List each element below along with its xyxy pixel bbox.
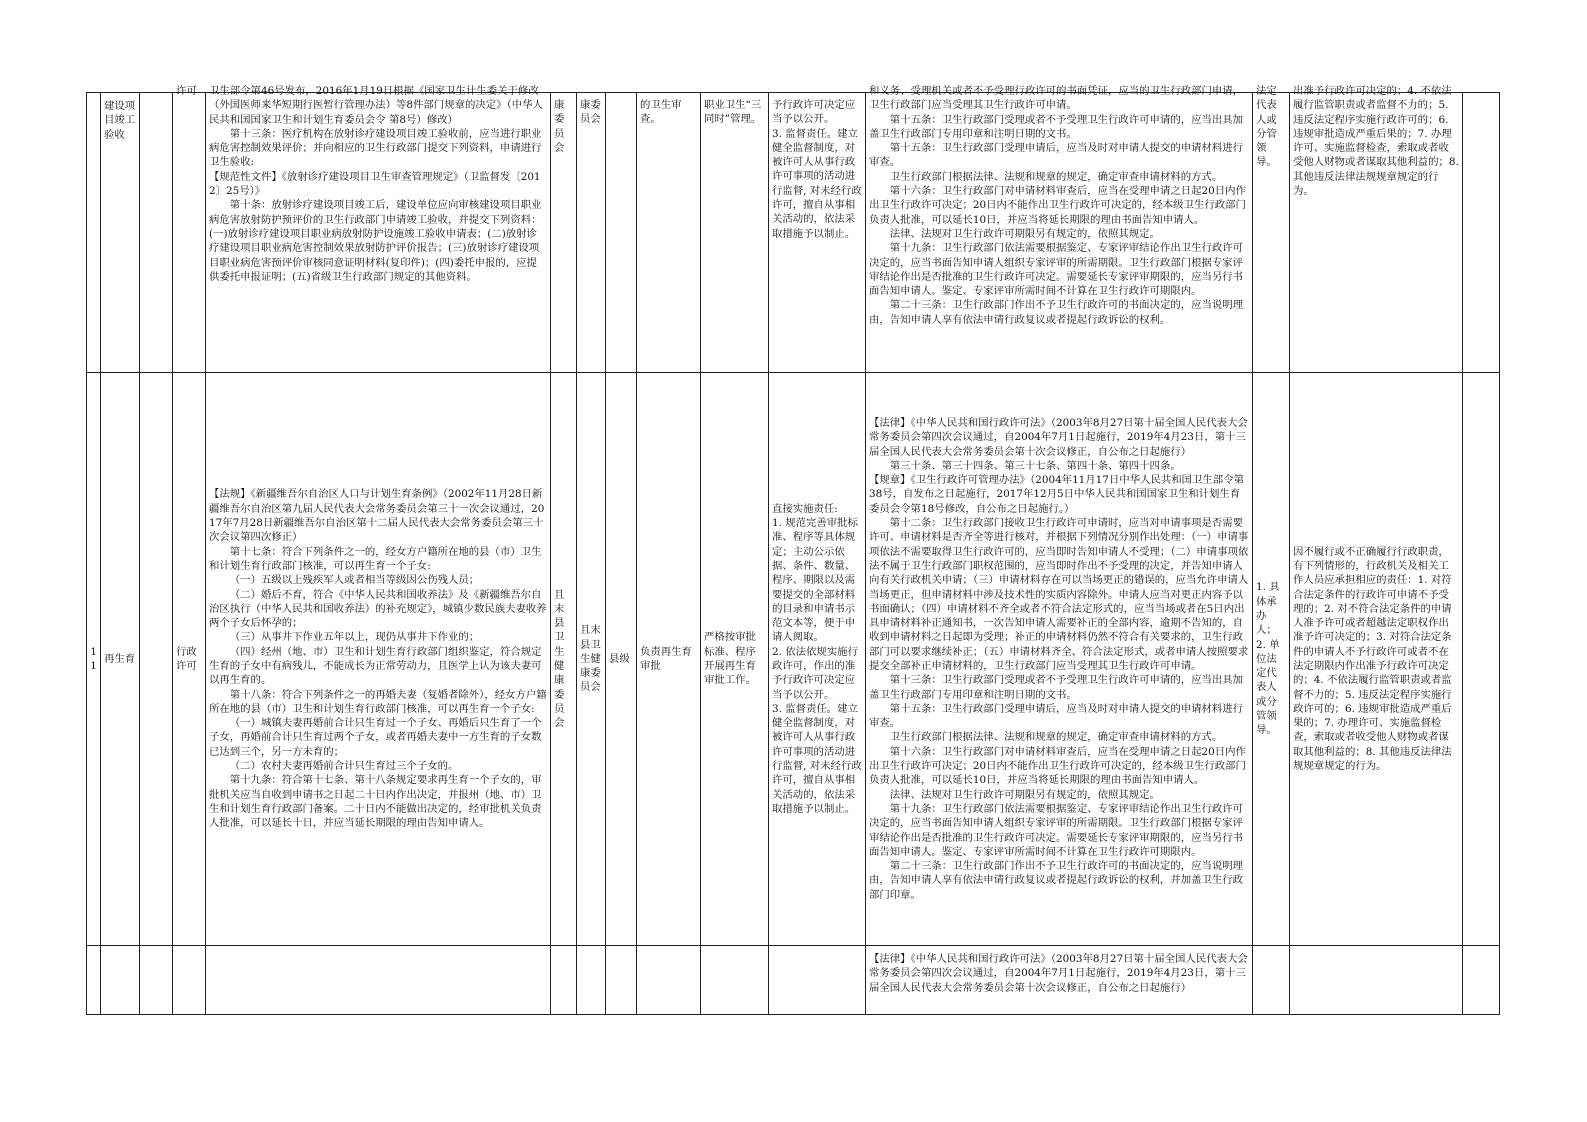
- cell-dept2: [577, 946, 606, 1015]
- dept-2: 且末县卫生健康委员会: [580, 624, 601, 694]
- paragraph: 第十六条：卫生行政部门对申请材料审查后，应当在受理申请之日起20日内作出卫生行政许可决定；20日内不能作出卫生行政许可决定的，经本级卫生行政部门负责人批准，可以延长10日，并应当将延长期限的理由书面告知申请人。: [869, 185, 1246, 226]
- paragraph: 第十八条：符合下列条件之一的再婚夫妻（复婚者除外），经女方户籍所在地的县（市）卫生和计划生育行政部门核准，可以再生育一个子女:: [209, 688, 547, 715]
- cell-remark: [1463, 373, 1500, 946]
- item-category: 行政许可: [176, 645, 197, 672]
- paragraph: 第十九条：卫生行政部门依法需要根据鉴定、专家评审结论作出卫生行政许可决定的，应当书面告知申请人组织专家评审的所需期限。卫生行政部门根据专家评审结论作出是否批准的卫生行政许可决定。需要延长专家评审期限的，应当另行书面告知申请人。鉴定、专家评审所需时间不计算在卫生行政许可期限内。: [869, 802, 1244, 858]
- paragraph: 第十五条：卫生行政部门受理或者不予受理卫生行政许可申请的，应当出具加盖卫生行政部门专用印章和注明日期的文书。: [869, 113, 1244, 140]
- paragraph: 第十五条：卫生行政部门受理申请后，应当及时对申请人提交的申请材料进行审查。: [869, 142, 1244, 169]
- subject-text: 1. 具体承办人；2. 单位法定代表人或分管领导。: [1256, 581, 1280, 737]
- cell-remark: [1463, 946, 1500, 1015]
- dept-1: 康委员会: [554, 99, 565, 154]
- paragraph: 法律、法规对卫生行政许可期限另有规定的，依照其规定。: [889, 788, 1160, 801]
- paragraph: （二）婚后不育，符合《中华人民共和国收养法》及《新疆维吾尔自治区执行（中华人民共和国收养法）的补充规定》，城镇少数民族夫妻收养两个子女后怀孕的；: [209, 588, 547, 630]
- cell-level: [606, 93, 637, 373]
- paragraph: 第十条：放射诊疗建设项目竣工后，建设单位应向审核建设项目职业病危害放射防护预评价的卫生行政部门申请竣工验收，并提交下列资料：(一)放射诊疗建设项目职业病放射防护设施竣工验收申请表；(二)放射诊疗建设项目职业病危害控制效果放射防护评价报告；(三)放射诊疗建设项目职业病危害预评价审核同意证明材料(复印件)；(四)委托申报的，应提供委托申报证明；(五)省级卫生行政部门规定的其他资料。: [209, 199, 542, 283]
- paragraph: 直接实施责任:: [772, 502, 838, 515]
- paragraph: 第十五条：卫生行政部门受理申请后，应当及时对申请人提交的申请材料进行审查。: [869, 702, 1244, 730]
- paragraph: 【法规】《新疆维吾尔自治区人口与计划生育条例》（2002年11月28日新疆维吾尔自治区第九届人民代表大会常务委员会第三十一次会议通过，2017年7月28日新疆维吾尔自治区第十二届人民代表大会常务委员会第三十次会议第四次修正）: [209, 488, 545, 544]
- cell-level: [606, 946, 637, 1015]
- standard-text: 职业卫生“三同时”管理。: [704, 99, 762, 126]
- accountability-text: 因不履行或不正确履行行政职责，有下列情形的，行政机关及相关工作人员应承担相应的责任：1. 对符合法定条件的行政许可申请不予受理的；2. 对不符合法定条件的申请人准予许可或者超越法定职权作出准予许可决定的；3. 对符合法定条件的申请人不予行政许可或者不在法定期限内作出准予行政许可决定的；4. 不依法履行监管职责或者监督不力的；5. 违反法定程序实施行政许可的；6. 违规审批造成严重后果的；7. 办理许可、实施监督检查，索取或者收受他人财物或者谋取其他利益的；8. 其他违反法律法规规章规定的行为。: [1293, 545, 1452, 773]
- paragraph: （四）经州（地、市）卫生和计划生育行政部门组织鉴定，符合规定生育的子女中有病残儿，不能成长为正常劳动力，且医学上认为该夫妻可以再生育的。: [209, 645, 542, 687]
- paragraph: 第三十条、第三十四条、第三十七条、第四十条、第四十四条。: [889, 459, 1181, 472]
- cell-category: [173, 85, 206, 373]
- paragraph: 3. 监督责任。建立健全监督制度，对被许可人从事行政许可事项的活动进行监督, 对未经行政许可，擅自从事相关活动的，依法采取措施予以制止。: [772, 702, 862, 815]
- cell-no: [87, 946, 101, 1015]
- paragraph: 卫生行政部门根据法律、法规和规章的规定，确定审查申请材料的方式。: [889, 731, 1223, 744]
- basis-text: [209, 487, 547, 830]
- standard-text: 严格按审批标准、程序开展再生育审批工作。: [704, 631, 756, 687]
- basis-text: [209, 84, 547, 366]
- cell-legal: [866, 373, 1253, 946]
- cell-empty: [140, 946, 173, 1015]
- paragraph: 和义务、受理机关或者不予受理行政许可的书面凭证，应当的卫生行政部门申请，卫生行政部门应当受理其卫生行政许可申请。: [869, 85, 1244, 112]
- cell-empty: [140, 93, 173, 373]
- item-level: 县级: [609, 652, 630, 665]
- paragraph: 【法律】《中华人民共和国行政许可法》（2003年8月27日第十届全国人民代表大会常务委员会第四次会议通过，自2004年7月1日起施行，2019年4月23日，第十三届全国人民代表大会常务委员会第十次会议修正，自公布之日起施行）: [869, 953, 1248, 994]
- cell-responsibility: [769, 373, 866, 946]
- paragraph: 第十三条：卫生行政部门受理或者不予受理卫生行政许可申请的，应当出具加盖卫生行政部门专用印章和注明日期的文书。: [869, 674, 1244, 701]
- paragraph: 第十六条：卫生行政部门对申请材料审查后，应当在受理申请之日起20日内作出卫生行政许可决定；20日内不能作出卫生行政许可决定的，经本级卫生行政部门负责人批准，可以延长10日，并应当将延长期限的理由书面告知申请人。: [869, 745, 1246, 787]
- paragraph: 法律、法规对卫生行政许可期限另有规定的，依照其规定。: [889, 227, 1160, 240]
- cell-dept1: [551, 93, 577, 373]
- paragraph: 第十七条：符合下列条件之一的，经女方户籍所在地的县（市）卫生和计划生育行政部门核准，可以再生育一个子女:: [209, 545, 542, 572]
- cell-content: [637, 946, 701, 1015]
- cell-basis: [206, 946, 551, 1015]
- cell-legal: [866, 946, 1253, 1015]
- cell-name: [101, 373, 140, 946]
- item-name: 再生育: [104, 652, 136, 665]
- cell-standard: [701, 373, 769, 946]
- responsibility-table: [86, 85, 1500, 1015]
- cell-dept1: [551, 373, 577, 946]
- responsibility-list-sheet: [86, 85, 1499, 1018]
- accountability-text: 出准予行政许可决定的；4. 不依法履行监管职责或者监督不力的；5. 违反法定程序实施行政许可的；6. 违规审批造成严重后果的；7. 办理许可、实施监督检查，索取或者收受他人财物或者谋取其他利益的；8. 其他违反法律法规规章规定的行为。: [1293, 85, 1459, 198]
- responsibility-text: [772, 95, 862, 369]
- paragraph: （三）从事井下作业五年以上，现仍从事井下作业的；: [229, 631, 480, 644]
- paragraph: 第十九条：符合第十七条、第十八条规定要求再生育一个子女的，审批机关应当自收到申请书之日起二十日内作出决定，并报州（地、市）卫生和计划生育行政部门备案。二十日内不能做出决定的，经审批机关负责人批准，可以延长十日，并应当延长期限的理由告知申请人。: [209, 774, 542, 830]
- paragraph: 卫生部令第46号发布，2016年1月19日根据《国家卫生计生委关于修改（外国医师来华短期行医暂行管理办法）等8件部门规章的决定》（中华人民共和国国家卫生和计划生育委员会令 第8号）修改）: [209, 85, 543, 126]
- cell-responsibility: [769, 93, 866, 373]
- cell-empty: [140, 373, 173, 946]
- content-text: 的卫生审查。: [640, 99, 682, 126]
- cell-accountability: [1290, 85, 1463, 373]
- cell-legal: [866, 85, 1253, 373]
- cell-no: [87, 373, 101, 946]
- cell-accountability: [1290, 373, 1463, 946]
- cell-responsibility: [769, 946, 866, 1015]
- paragraph: 第二十三条：卫生行政部门作出不予卫生行政许可的书面决定的，应当说明理由，告知申请人享有依法申请行政复议或者提起行政诉讼的权利，并加盖卫生行政部门印章。: [869, 860, 1244, 901]
- responsibility-text: [772, 502, 862, 817]
- paragraph: 【规范性文件】《放射诊疗建设项目卫生审查管理规定》（卫监督发〔2012〕25号）》: [209, 170, 541, 198]
- item-number: 11: [90, 645, 97, 672]
- cell-content: [637, 93, 701, 373]
- cell-dept1: [551, 946, 577, 1015]
- paragraph: （一）城镇夫妻再婚前合计只生育过一个子女、再婚后只生育了一个子女，再婚前合计只生育过两个子女，或者再婚夫妻中一方生育的子女数已达到三个，另一方未育的；: [209, 717, 542, 758]
- cell-name: [101, 946, 140, 1015]
- table-row-11: [87, 373, 1500, 946]
- paragraph: 2. 依法依规实施行政许可，作出的准予行政许可决定应当予以公开。: [772, 645, 858, 701]
- cell-subject: [1253, 85, 1290, 373]
- cell-basis: [206, 85, 551, 373]
- dept-1: 且末县卫生健康委员会: [554, 588, 565, 730]
- cell-category: [173, 373, 206, 946]
- paragraph: 第二十三条：卫生行政部门作出不予卫生行政许可的书面决定的，应当说明理由，告知申请人享有依法申请行政复议或者提起行政诉讼的权利。: [869, 299, 1244, 326]
- table-row-next: [87, 946, 1500, 1015]
- paragraph: 第十三条：医疗机构在放射诊疗建设项目竣工验收前，应当进行职业病危害控制效果评价；并向相应的卫生行政部门提交下列资料，申请进行卫生验收:: [209, 127, 542, 169]
- legal-text: [869, 84, 1249, 366]
- cell-standard: [701, 93, 769, 373]
- legal-text: [869, 416, 1249, 902]
- cell-dept2: [577, 373, 606, 946]
- paragraph: （二）农村夫妻再婚前合计只生育过三个子女的。: [229, 760, 459, 773]
- content-text: 负责再生育审批: [640, 645, 692, 672]
- cell-standard: [701, 946, 769, 1015]
- paragraph: 予行政许可决定应当予以公开。: [772, 99, 856, 126]
- cell-remark: [1463, 93, 1500, 373]
- cell-basis: [206, 373, 551, 946]
- paragraph: 1. 规范完善审批标准、程序等具体规定；主动公示依据、条件、数量、程序、期限以及需要提交的全部材料的目录和申请书示范文本等，便于申请人阅取。: [772, 517, 858, 644]
- cell-sub: [87, 93, 101, 373]
- dept-2: 康委员会: [580, 99, 601, 126]
- paragraph: 第十九条：卫生行政部门依法需要根据鉴定、专家评审结论作出卫生行政许可决定的，应当书面告知申请人组织专家评审的所需期限。卫生行政部门根据专家评审结论作出是否批准的卫生行政许可决定。需要延长专家评审期限的，应当另行书面告知申请人。鉴定、专家评审所需时间不计算在卫生行政许可期限内。: [869, 242, 1244, 298]
- table-row-previous: [87, 93, 1500, 373]
- cell-accountability: [1290, 946, 1463, 1015]
- paragraph: 卫生行政部门根据法律、法规和规章的规定，确定审查申请材料的方式。: [889, 170, 1223, 183]
- paragraph: 【法律】《中华人民共和国行政许可法》（2003年8月27日第十届全国人民代表大会常务委员会第四次会议通过，自2004年7月1日起施行，2019年4月23日，第十三届全国人民代表大会常务委员会第十次会议修正，自公布之日起施行）: [869, 416, 1248, 458]
- subject-text: 法定代表人或分管领导。: [1256, 85, 1277, 169]
- cell-dept2: [577, 93, 606, 373]
- cell-name: [101, 93, 140, 373]
- cell-content: [637, 373, 701, 946]
- cell-category: [173, 946, 206, 1015]
- item-name: 建设项目竣工验收: [104, 100, 136, 141]
- item-category: 许可: [176, 85, 197, 97]
- legal-text: [869, 948, 1249, 1012]
- cell-subject: [1253, 373, 1290, 946]
- cell-subject: [1253, 946, 1290, 1015]
- cell-level: [606, 373, 637, 946]
- paragraph: 第十二条：卫生行政部门接收卫生行政许可申请时，应当对申请事项是否需要许可、申请材料是否齐全等进行核对，并根据下列情况分别作出处理：（一）申请事项依法不需要取得卫生行政许可的，应当即时告知申请人不受理；（二）申请事项依法不属于卫生行政部门职权范围的，应当即时作出不予受理的决定，并告知申请人向有关行政机关申请；（三）申请材料存在可以当场更正的错误的，应当允许申请人当场更正，但申请材料中涉及技术性的实质内容除外。申请人应当对更正内容予以书面确认；（四）申请材料不齐全或者不符合法定形式的，应当当场或者在5日内出具申请材料补正通知书，一次告知申请人需要补正的全部内容，逾期不告知的，自收到申请材料之日起即为受理；补正的申请材料仍然不符合有关要求的，卫生行政部门可以要求继续补正；（五）申请材料齐全、符合法定形式，或者申请人按照要求提交全部补正申请材料的，卫生行政部门应当受理其卫生行政许可申请。: [869, 517, 1249, 672]
- paragraph: （一）五级以上残疾军人或者相当等级因公伤残人员；: [229, 574, 480, 587]
- paragraph: 3. 监督责任。建立健全监督制度，对被许可人从事行政许可事项的活动进行监督, 对未经行政许可，擅自从事相关活动的，依法采取措施予以制止。: [772, 127, 862, 240]
- paragraph: 【规章】《卫生行政许可管理办法》（2004年11月17日中华人民共和国卫生部令第38号，自发布之日起施行，2017年12月5日中华人民共和国国家卫生和计划生育委员会令第18号修改，自公布之日起施行。）: [869, 474, 1244, 515]
